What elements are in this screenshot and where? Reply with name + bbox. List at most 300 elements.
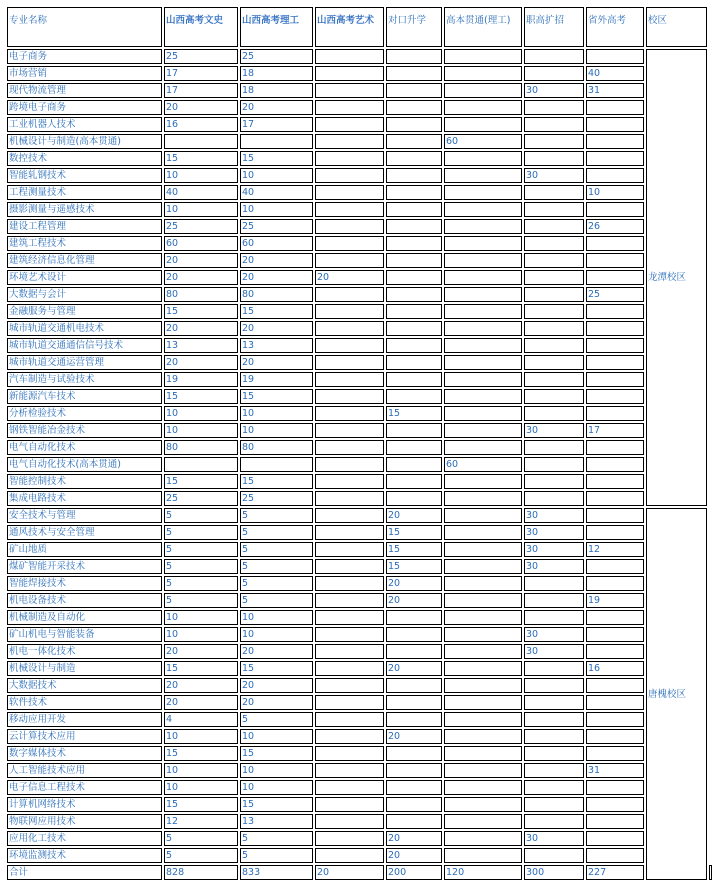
- cell-vocational-expansion: 30: [524, 525, 584, 540]
- cell-liberal-arts: 10: [164, 610, 238, 625]
- total-label: 合计: [7, 865, 162, 880]
- cell-liberal-arts: 20: [164, 100, 238, 115]
- cell-major: 数字媒体技术: [7, 746, 162, 761]
- cell-major: 建筑经济信息化管理: [7, 253, 162, 268]
- cell-high-to-bachelor: [444, 508, 522, 523]
- cell-out-of-province: [586, 151, 644, 166]
- cell-liberal-arts: 15: [164, 304, 238, 319]
- cell-liberal-arts: 20: [164, 321, 238, 336]
- cell-liberal-arts: 20: [164, 678, 238, 693]
- table-row: [7, 848, 712, 863]
- cell-out-of-province: [586, 831, 644, 846]
- cell-high-to-bachelor: [444, 100, 522, 115]
- table-row: [7, 678, 712, 693]
- cell-high-to-bachelor: [444, 202, 522, 217]
- cell-liberal-arts: 20: [164, 270, 238, 285]
- cell-vocational-expansion: [524, 457, 584, 472]
- cell-vocational-admission: [386, 66, 442, 81]
- cell-high-to-bachelor: [444, 151, 522, 166]
- header-high-to-bachelor: 高本贯通(理工): [444, 7, 522, 47]
- cell-vocational-expansion: [524, 49, 584, 64]
- cell-art: [315, 236, 384, 251]
- cell-out-of-province: [586, 134, 644, 149]
- table-row: [7, 117, 712, 132]
- table-row: [7, 134, 712, 149]
- cell-vocational-expansion: [524, 287, 584, 302]
- cell-high-to-bachelor: [444, 321, 522, 336]
- cell-art: [315, 134, 384, 149]
- cell-art: [315, 49, 384, 64]
- cell-art: [315, 151, 384, 166]
- table-row: [7, 338, 712, 353]
- cell-art: [315, 525, 384, 540]
- cell-art: [315, 440, 384, 455]
- cell-science: 10: [240, 406, 313, 421]
- cell-liberal-arts: 10: [164, 406, 238, 421]
- cell-major: 汽车制造与试验技术: [7, 372, 162, 387]
- cell-major: 移动应用开发: [7, 712, 162, 727]
- cell-vocational-admission: [386, 440, 442, 455]
- table-row: [7, 780, 712, 795]
- cell-liberal-arts: 15: [164, 797, 238, 812]
- cell-science: 80: [240, 440, 313, 455]
- cell-out-of-province: [586, 525, 644, 540]
- cell-vocational-expansion: [524, 372, 584, 387]
- cell-high-to-bachelor: [444, 423, 522, 438]
- total-cell: 20: [315, 865, 384, 880]
- cell-out-of-province: 10: [586, 185, 644, 200]
- cell-science: 17: [240, 117, 313, 132]
- cell-high-to-bachelor: [444, 219, 522, 234]
- cell-major: 集成电路技术: [7, 491, 162, 506]
- cell-art: [315, 780, 384, 795]
- cell-vocational-admission: [386, 797, 442, 812]
- cell-art: [315, 695, 384, 710]
- cell-high-to-bachelor: [444, 66, 522, 81]
- cell-major: 大数据技术: [7, 678, 162, 693]
- table-row: [7, 627, 712, 642]
- header-major: 专业名称: [7, 7, 162, 47]
- cell-vocational-admission: [386, 746, 442, 761]
- total-cell: 200: [386, 865, 442, 880]
- cell-vocational-admission: [386, 202, 442, 217]
- cell-out-of-province: [586, 236, 644, 251]
- cell-science: 10: [240, 202, 313, 217]
- cell-science: 13: [240, 814, 313, 829]
- cell-major: 计算机网络技术: [7, 797, 162, 812]
- table-row: [7, 355, 712, 370]
- cell-vocational-expansion: [524, 695, 584, 710]
- cell-vocational-expansion: [524, 712, 584, 727]
- cell-major: 钢铁智能冶金技术: [7, 423, 162, 438]
- cell-art: [315, 508, 384, 523]
- cell-liberal-arts: 16: [164, 117, 238, 132]
- cell-liberal-arts: [164, 457, 238, 472]
- cell-science: 5: [240, 542, 313, 557]
- cell-major: 软件技术: [7, 695, 162, 710]
- cell-out-of-province: 25: [586, 287, 644, 302]
- cell-liberal-arts: 20: [164, 644, 238, 659]
- cell-vocational-expansion: [524, 304, 584, 319]
- cell-out-of-province: 17: [586, 423, 644, 438]
- cell-vocational-admission: [386, 474, 442, 489]
- cell-art: [315, 559, 384, 574]
- cell-major: 智能轧钢技术: [7, 168, 162, 183]
- table-row: [7, 219, 712, 234]
- cell-science: 18: [240, 83, 313, 98]
- cell-science: 25: [240, 491, 313, 506]
- cell-vocational-admission: [386, 338, 442, 353]
- cell-major: 金融服务与管理: [7, 304, 162, 319]
- cell-art: [315, 185, 384, 200]
- table-row: [7, 644, 712, 659]
- cell-art: [315, 168, 384, 183]
- cell-major: 数控技术: [7, 151, 162, 166]
- cell-out-of-province: 31: [586, 83, 644, 98]
- cell-vocational-expansion: [524, 610, 584, 625]
- cell-vocational-admission: [386, 100, 442, 115]
- cell-out-of-province: [586, 270, 644, 285]
- cell-vocational-expansion: [524, 797, 584, 812]
- cell-liberal-arts: 15: [164, 661, 238, 676]
- cell-major: 新能源汽车技术: [7, 389, 162, 404]
- table-row: [7, 236, 712, 251]
- cell-liberal-arts: 5: [164, 559, 238, 574]
- table-row: [7, 49, 712, 64]
- table-row: [7, 763, 712, 778]
- cell-out-of-province: [586, 355, 644, 370]
- cell-vocational-admission: [386, 457, 442, 472]
- cell-liberal-arts: 5: [164, 848, 238, 863]
- cell-science: 5: [240, 508, 313, 523]
- header-shanxi-art: 山西高考艺术: [315, 7, 384, 47]
- cell-vocational-admission: [386, 644, 442, 659]
- cell-science: [240, 134, 313, 149]
- cell-science: 10: [240, 729, 313, 744]
- cell-major: 电气自动化技术: [7, 440, 162, 455]
- table-row: [7, 491, 712, 506]
- cell-high-to-bachelor: [444, 763, 522, 778]
- cell-liberal-arts: 5: [164, 508, 238, 523]
- cell-vocational-expansion: [524, 763, 584, 778]
- cell-major: 大数据与会计: [7, 287, 162, 302]
- cell-major: 工程测量技术: [7, 185, 162, 200]
- cell-out-of-province: [586, 117, 644, 132]
- cell-art: [315, 372, 384, 387]
- cell-high-to-bachelor: [444, 627, 522, 642]
- cell-out-of-province: 19: [586, 593, 644, 608]
- cell-art: [315, 253, 384, 268]
- cell-major: 机械设计与制造: [7, 661, 162, 676]
- header-shanxi-science: 山西高考理工: [240, 7, 313, 47]
- cell-vocational-admission: 20: [386, 848, 442, 863]
- table-row: [7, 304, 712, 319]
- cell-high-to-bachelor: [444, 797, 522, 812]
- cell-art: [315, 83, 384, 98]
- cell-vocational-expansion: 30: [524, 644, 584, 659]
- cell-art: [315, 117, 384, 132]
- cell-major: 电气自动化技术(高本贯通): [7, 457, 162, 472]
- cell-science: 5: [240, 848, 313, 863]
- cell-out-of-province: [586, 678, 644, 693]
- cell-out-of-province: [586, 457, 644, 472]
- enrollment-plan-table: [5, 5, 714, 882]
- total-cell: [709, 865, 712, 880]
- cell-high-to-bachelor: 60: [444, 457, 522, 472]
- cell-vocational-admission: 15: [386, 406, 442, 421]
- cell-vocational-admission: [386, 627, 442, 642]
- cell-high-to-bachelor: [444, 746, 522, 761]
- cell-vocational-expansion: [524, 338, 584, 353]
- cell-major: 矿山机电与智能装备: [7, 627, 162, 642]
- cell-liberal-arts: 25: [164, 491, 238, 506]
- cell-science: 13: [240, 338, 313, 353]
- total-cell: 300: [524, 865, 584, 880]
- table-row: [7, 287, 712, 302]
- cell-liberal-arts: 15: [164, 389, 238, 404]
- cell-liberal-arts: 10: [164, 202, 238, 217]
- header-row: [7, 7, 712, 47]
- cell-major: 物联网应用技术: [7, 814, 162, 829]
- cell-vocational-expansion: [524, 440, 584, 455]
- cell-liberal-arts: [164, 134, 238, 149]
- cell-major: 云计算技术应用: [7, 729, 162, 744]
- total-cell: 227: [586, 865, 644, 880]
- cell-vocational-expansion: [524, 661, 584, 676]
- cell-art: [315, 644, 384, 659]
- cell-liberal-arts: 17: [164, 83, 238, 98]
- table-row: [7, 610, 712, 625]
- table-row: [7, 83, 712, 98]
- cell-vocational-admission: [386, 389, 442, 404]
- cell-major: 摄影测量与遥感技术: [7, 202, 162, 217]
- cell-major: 机械制造及自动化: [7, 610, 162, 625]
- table-row: [7, 695, 712, 710]
- cell-out-of-province: [586, 389, 644, 404]
- cell-science: 15: [240, 304, 313, 319]
- cell-science: 80: [240, 287, 313, 302]
- cell-science: 25: [240, 219, 313, 234]
- cell-vocational-admission: [386, 134, 442, 149]
- cell-vocational-expansion: 30: [524, 508, 584, 523]
- cell-vocational-expansion: [524, 219, 584, 234]
- cell-art: [315, 474, 384, 489]
- cell-liberal-arts: 25: [164, 219, 238, 234]
- cell-major: 智能焊接技术: [7, 576, 162, 591]
- cell-out-of-province: [586, 508, 644, 523]
- cell-vocational-admission: [386, 117, 442, 132]
- cell-science: 10: [240, 168, 313, 183]
- table-row: [7, 593, 712, 608]
- cell-art: [315, 202, 384, 217]
- table-row: [7, 457, 712, 472]
- table-row: [7, 406, 712, 421]
- cell-art: [315, 287, 384, 302]
- cell-vocational-expansion: [524, 474, 584, 489]
- cell-out-of-province: 12: [586, 542, 644, 557]
- table-row: [7, 321, 712, 336]
- enrollment-plan-table-wrapper: [5, 5, 714, 882]
- cell-liberal-arts: 10: [164, 627, 238, 642]
- cell-major: 通风技术与安全管理: [7, 525, 162, 540]
- cell-major: 建设工程管理: [7, 219, 162, 234]
- cell-liberal-arts: 40: [164, 185, 238, 200]
- cell-vocational-expansion: 30: [524, 168, 584, 183]
- cell-major: 矿山地质: [7, 542, 162, 557]
- cell-vocational-admission: [386, 287, 442, 302]
- table-row: [7, 440, 712, 455]
- table-row: [7, 712, 712, 727]
- cell-vocational-expansion: 30: [524, 83, 584, 98]
- cell-science: 5: [240, 831, 313, 846]
- header-vocational-expansion: 职高扩招: [524, 7, 584, 47]
- cell-vocational-expansion: [524, 134, 584, 149]
- cell-art: [315, 610, 384, 625]
- cell-vocational-expansion: [524, 746, 584, 761]
- cell-major: 电子信息工程技术: [7, 780, 162, 795]
- cell-art: [315, 797, 384, 812]
- cell-major: 人工智能技术应用: [7, 763, 162, 778]
- table-row: [7, 389, 712, 404]
- cell-out-of-province: [586, 644, 644, 659]
- table-body: [7, 49, 712, 880]
- table-row: [7, 202, 712, 217]
- cell-out-of-province: [586, 746, 644, 761]
- cell-liberal-arts: 19: [164, 372, 238, 387]
- cell-high-to-bachelor: [444, 270, 522, 285]
- cell-out-of-province: [586, 100, 644, 115]
- table-row: [7, 797, 712, 812]
- cell-vocational-admission: [386, 678, 442, 693]
- cell-science: 5: [240, 576, 313, 591]
- cell-high-to-bachelor: [444, 372, 522, 387]
- cell-vocational-admission: [386, 372, 442, 387]
- cell-vocational-expansion: [524, 236, 584, 251]
- cell-high-to-bachelor: [444, 185, 522, 200]
- cell-out-of-province: 40: [586, 66, 644, 81]
- cell-major: 机械设计与制造(高本贯通): [7, 134, 162, 149]
- cell-science: 25: [240, 49, 313, 64]
- table-row: [7, 831, 712, 846]
- cell-high-to-bachelor: [444, 304, 522, 319]
- table-row: [7, 746, 712, 761]
- cell-science: 5: [240, 593, 313, 608]
- cell-science: 15: [240, 474, 313, 489]
- cell-art: [315, 491, 384, 506]
- cell-vocational-expansion: 30: [524, 627, 584, 642]
- cell-vocational-expansion: [524, 151, 584, 166]
- cell-liberal-arts: 10: [164, 423, 238, 438]
- cell-science: 20: [240, 253, 313, 268]
- cell-out-of-province: [586, 406, 644, 421]
- table-row: [7, 270, 712, 285]
- cell-art: [315, 627, 384, 642]
- cell-liberal-arts: 15: [164, 151, 238, 166]
- cell-science: 20: [240, 270, 313, 285]
- cell-vocational-expansion: [524, 678, 584, 693]
- cell-science: 15: [240, 389, 313, 404]
- cell-vocational-admission: [386, 763, 442, 778]
- cell-vocational-admission: [386, 423, 442, 438]
- cell-vocational-expansion: [524, 270, 584, 285]
- cell-vocational-expansion: [524, 593, 584, 608]
- cell-out-of-province: [586, 440, 644, 455]
- cell-art: [315, 848, 384, 863]
- table-row: [7, 372, 712, 387]
- cell-vocational-expansion: [524, 185, 584, 200]
- cell-art: [315, 678, 384, 693]
- cell-liberal-arts: 10: [164, 729, 238, 744]
- cell-science: 20: [240, 355, 313, 370]
- cell-vocational-admission: [386, 236, 442, 251]
- table-row: [7, 151, 712, 166]
- cell-vocational-expansion: [524, 780, 584, 795]
- cell-major: 电子商务: [7, 49, 162, 64]
- cell-vocational-admission: 20: [386, 661, 442, 676]
- cell-vocational-admission: [386, 83, 442, 98]
- cell-high-to-bachelor: [444, 678, 522, 693]
- cell-science: 15: [240, 151, 313, 166]
- cell-high-to-bachelor: [444, 236, 522, 251]
- cell-vocational-admission: 15: [386, 542, 442, 557]
- table-row: [7, 729, 712, 744]
- cell-vocational-expansion: [524, 100, 584, 115]
- cell-liberal-arts: 20: [164, 355, 238, 370]
- cell-high-to-bachelor: [444, 338, 522, 353]
- cell-vocational-expansion: [524, 729, 584, 744]
- cell-liberal-arts: 60: [164, 236, 238, 251]
- cell-vocational-expansion: 30: [524, 423, 584, 438]
- cell-art: [315, 763, 384, 778]
- cell-major: 工业机器人技术: [7, 117, 162, 132]
- cell-major: 机电设备技术: [7, 593, 162, 608]
- cell-major: 分析检验技术: [7, 406, 162, 421]
- cell-high-to-bachelor: [444, 576, 522, 591]
- cell-vocational-admission: 20: [386, 576, 442, 591]
- cell-major: 应用化工技术: [7, 831, 162, 846]
- cell-vocational-admission: [386, 712, 442, 727]
- cell-high-to-bachelor: [444, 525, 522, 540]
- cell-science: 15: [240, 661, 313, 676]
- table-row: [7, 525, 712, 540]
- cell-vocational-expansion: [524, 848, 584, 863]
- cell-out-of-province: [586, 576, 644, 591]
- cell-art: [315, 321, 384, 336]
- cell-vocational-admission: [386, 304, 442, 319]
- cell-high-to-bachelor: [444, 389, 522, 404]
- cell-art: [315, 576, 384, 591]
- cell-science: 10: [240, 780, 313, 795]
- cell-major: 跨境电子商务: [7, 100, 162, 115]
- cell-high-to-bachelor: [444, 440, 522, 455]
- cell-vocational-expansion: [524, 117, 584, 132]
- cell-art: [315, 661, 384, 676]
- total-cell: 833: [240, 865, 313, 880]
- cell-science: 10: [240, 423, 313, 438]
- table-row: [7, 576, 712, 591]
- cell-art: [315, 542, 384, 557]
- cell-art: [315, 338, 384, 353]
- cell-art: [315, 304, 384, 319]
- cell-vocational-expansion: [524, 355, 584, 370]
- cell-high-to-bachelor: [444, 559, 522, 574]
- cell-high-to-bachelor: [444, 729, 522, 744]
- cell-art: [315, 831, 384, 846]
- cell-major: 城市轨道交通运营管理: [7, 355, 162, 370]
- cell-vocational-expansion: 30: [524, 559, 584, 574]
- cell-vocational-expansion: [524, 389, 584, 404]
- cell-out-of-province: [586, 474, 644, 489]
